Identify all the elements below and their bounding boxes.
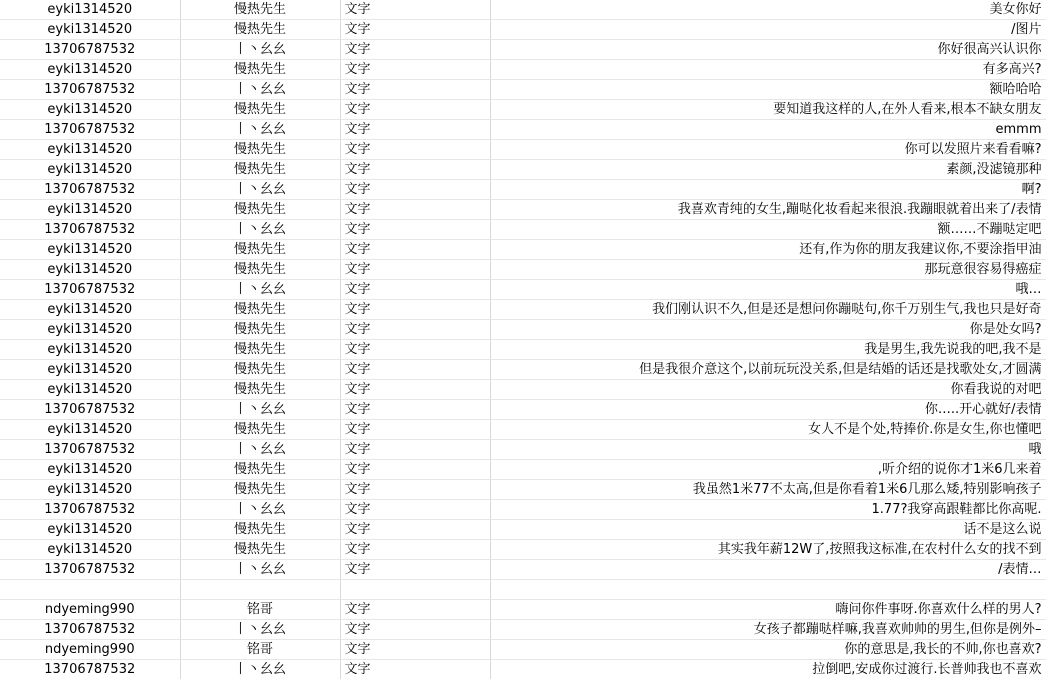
table-row[interactable]: [0, 360, 1046, 380]
cell-message-type[interactable]: 文字: [340, 280, 490, 300]
cell-message-content[interactable]: 你是处女吗?: [490, 320, 1046, 340]
cell-account-id[interactable]: eyki1314520: [0, 260, 180, 280]
cell-message-type[interactable]: 文字: [340, 40, 490, 60]
cell-message-type[interactable]: 文字: [340, 560, 490, 580]
table-row[interactable]: [0, 520, 1046, 540]
cell-nickname[interactable]: 慢热先生: [180, 20, 340, 40]
cell-message-type[interactable]: 文字: [340, 60, 490, 80]
cell-message-type[interactable]: 文字: [340, 80, 490, 100]
table-row[interactable]: [0, 500, 1046, 520]
cell-message-content[interactable]: /图片: [490, 20, 1046, 40]
cell-message-content[interactable]: 哦: [490, 440, 1046, 460]
cell-message-type[interactable]: 文字: [340, 540, 490, 560]
table-row[interactable]: [0, 240, 1046, 260]
table-row[interactable]: [0, 20, 1046, 40]
cell-message-type[interactable]: 文字: [340, 180, 490, 200]
cell-message-content[interactable]: 话不是这么说: [490, 520, 1046, 540]
cell-account-id[interactable]: 13706787532: [0, 500, 180, 520]
table-row[interactable]: [0, 120, 1046, 140]
cell-account-id[interactable]: eyki1314520: [0, 200, 180, 220]
cell-message-type[interactable]: 文字: [340, 240, 490, 260]
cell-nickname[interactable]: 慢热先生: [180, 340, 340, 360]
table-row[interactable]: [0, 280, 1046, 300]
table-row[interactable]: [0, 660, 1046, 679]
table-row[interactable]: [0, 580, 1046, 600]
cell-message-type[interactable]: 文字: [340, 380, 490, 400]
cell-nickname[interactable]: 慢热先生: [180, 420, 340, 440]
table-row[interactable]: [0, 620, 1046, 640]
cell-nickname[interactable]: 慢热先生: [180, 540, 340, 560]
cell-message-content[interactable]: 要知道我这样的人,在外人看来,根本不缺女朋友: [490, 100, 1046, 120]
table-row[interactable]: [0, 80, 1046, 100]
cell-message-type[interactable]: 文字: [340, 520, 490, 540]
cell-message-content[interactable]: 你好很高兴认识你: [490, 40, 1046, 60]
cell-account-id[interactable]: 13706787532: [0, 400, 180, 420]
table-row[interactable]: [0, 200, 1046, 220]
cell-message-content[interactable]: 那玩意很容易得癌症: [490, 260, 1046, 280]
cell-message-content[interactable]: ,听介绍的说你才1米6几来着: [490, 460, 1046, 480]
cell-message-type[interactable]: 文字: [340, 500, 490, 520]
cell-message-content[interactable]: 额哈哈哈: [490, 80, 1046, 100]
cell-account-id[interactable]: eyki1314520: [0, 540, 180, 560]
cell-nickname[interactable]: 丨丶幺幺: [180, 620, 340, 640]
cell-account-id[interactable]: eyki1314520: [0, 380, 180, 400]
table-row[interactable]: [0, 300, 1046, 320]
cell-message-type[interactable]: 文字: [340, 460, 490, 480]
cell-message-type[interactable]: 文字: [340, 440, 490, 460]
table-row[interactable]: [0, 220, 1046, 240]
cell-nickname[interactable]: 丨丶幺幺: [180, 660, 340, 679]
cell-nickname[interactable]: 慢热先生: [180, 480, 340, 500]
cell-account-id[interactable]: eyki1314520: [0, 360, 180, 380]
table-row[interactable]: [0, 600, 1046, 620]
cell-message-type[interactable]: 文字: [340, 160, 490, 180]
cell-account-id[interactable]: [0, 580, 180, 600]
cell-message-type[interactable]: 文字: [340, 200, 490, 220]
cell-account-id[interactable]: 13706787532: [0, 280, 180, 300]
cell-account-id[interactable]: eyki1314520: [0, 460, 180, 480]
table-row[interactable]: [0, 400, 1046, 420]
cell-nickname[interactable]: 丨丶幺幺: [180, 80, 340, 100]
cell-account-id[interactable]: eyki1314520: [0, 480, 180, 500]
table-row[interactable]: [0, 340, 1046, 360]
cell-nickname[interactable]: 慢热先生: [180, 360, 340, 380]
cell-message-type[interactable]: 文字: [340, 20, 490, 40]
cell-account-id[interactable]: 13706787532: [0, 440, 180, 460]
table-row[interactable]: [0, 540, 1046, 560]
cell-message-content[interactable]: 女孩子都蹦哒样嘛,我喜欢帅帅的男生,但你是例外–: [490, 620, 1046, 640]
cell-account-id[interactable]: eyki1314520: [0, 520, 180, 540]
cell-account-id[interactable]: 13706787532: [0, 620, 180, 640]
cell-account-id[interactable]: eyki1314520: [0, 300, 180, 320]
cell-account-id[interactable]: eyki1314520: [0, 320, 180, 340]
cell-account-id[interactable]: eyki1314520: [0, 240, 180, 260]
cell-message-type[interactable]: 文字: [340, 640, 490, 660]
cell-account-id[interactable]: eyki1314520: [0, 0, 180, 20]
table-row[interactable]: [0, 260, 1046, 280]
cell-message-content[interactable]: 我喜欢青纯的女生,蹦哒化妆看起来很浪.我蹦眼就着出来了/表情: [490, 200, 1046, 220]
cell-nickname[interactable]: [180, 580, 340, 600]
cell-nickname[interactable]: 慢热先生: [180, 140, 340, 160]
cell-message-type[interactable]: 文字: [340, 660, 490, 679]
table-row[interactable]: [0, 480, 1046, 500]
table-row[interactable]: [0, 100, 1046, 120]
cell-message-content[interactable]: 素颜,没滤镜那种: [490, 160, 1046, 180]
cell-account-id[interactable]: eyki1314520: [0, 420, 180, 440]
table-row[interactable]: [0, 560, 1046, 580]
cell-message-content[interactable]: 啊?: [490, 180, 1046, 200]
cell-message-content[interactable]: 女人不是个处,特捧价.你是女生,你也懂吧: [490, 420, 1046, 440]
cell-nickname[interactable]: 慢热先生: [180, 0, 340, 20]
table-row[interactable]: [0, 380, 1046, 400]
cell-nickname[interactable]: 慢热先生: [180, 380, 340, 400]
cell-message-type[interactable]: 文字: [340, 360, 490, 380]
cell-message-content[interactable]: 你的意思是,我长的不帅,你也喜欢?: [490, 640, 1046, 660]
cell-nickname[interactable]: 慢热先生: [180, 200, 340, 220]
cell-message-content[interactable]: 嗨问你件事呀.你喜欢什么样的男人?: [490, 600, 1046, 620]
table-row[interactable]: [0, 140, 1046, 160]
cell-message-content[interactable]: [490, 580, 1046, 600]
cell-message-type[interactable]: 文字: [340, 620, 490, 640]
table-row[interactable]: [0, 40, 1046, 60]
cell-account-id[interactable]: 13706787532: [0, 560, 180, 580]
cell-message-type[interactable]: 文字: [340, 340, 490, 360]
cell-message-type[interactable]: 文字: [340, 120, 490, 140]
cell-account-id[interactable]: 13706787532: [0, 220, 180, 240]
table-row[interactable]: [0, 420, 1046, 440]
table-row[interactable]: [0, 640, 1046, 660]
cell-message-type[interactable]: 文字: [340, 220, 490, 240]
cell-message-content[interactable]: 哦…: [490, 280, 1046, 300]
cell-nickname[interactable]: 丨丶幺幺: [180, 120, 340, 140]
table-row[interactable]: [0, 440, 1046, 460]
cell-account-id[interactable]: 13706787532: [0, 80, 180, 100]
cell-message-content[interactable]: /表情…: [490, 560, 1046, 580]
cell-account-id[interactable]: ndyeming990: [0, 600, 180, 620]
cell-message-type[interactable]: 文字: [340, 100, 490, 120]
cell-account-id[interactable]: eyki1314520: [0, 60, 180, 80]
table-row[interactable]: [0, 460, 1046, 480]
cell-nickname[interactable]: 慢热先生: [180, 520, 340, 540]
cell-message-type[interactable]: 文字: [340, 320, 490, 340]
cell-message-content[interactable]: 我虽然1米77不太高,但是你看着1米6几那么矮,特别影响孩子: [490, 480, 1046, 500]
table-row[interactable]: [0, 60, 1046, 80]
table-row[interactable]: [0, 0, 1046, 20]
cell-message-type[interactable]: 文字: [340, 600, 490, 620]
table-row[interactable]: [0, 160, 1046, 180]
cell-message-content[interactable]: 额……不蹦哒定吧: [490, 220, 1046, 240]
cell-nickname[interactable]: 丨丶幺幺: [180, 180, 340, 200]
cell-message-type[interactable]: 文字: [340, 300, 490, 320]
cell-message-type[interactable]: 文字: [340, 140, 490, 160]
cell-message-content[interactable]: 我们刚认识不久,但是还是想问你蹦哒句,你千万别生气,我也只是好奇: [490, 300, 1046, 320]
cell-nickname[interactable]: 丨丶幺幺: [180, 220, 340, 240]
cell-account-id[interactable]: eyki1314520: [0, 140, 180, 160]
cell-message-type[interactable]: 文字: [340, 420, 490, 440]
cell-nickname[interactable]: 慢热先生: [180, 320, 340, 340]
cell-message-content[interactable]: 你…..开心就好/表情: [490, 400, 1046, 420]
cell-message-type[interactable]: 文字: [340, 400, 490, 420]
cell-message-type[interactable]: 文字: [340, 260, 490, 280]
cell-message-type[interactable]: 文字: [340, 480, 490, 500]
cell-account-id[interactable]: 13706787532: [0, 180, 180, 200]
cell-message-content[interactable]: 拉倒吧,安成你过渡行.长普帅我也不喜欢: [490, 660, 1046, 679]
cell-nickname[interactable]: 丨丶幺幺: [180, 500, 340, 520]
cell-nickname[interactable]: 慢热先生: [180, 300, 340, 320]
cell-account-id[interactable]: eyki1314520: [0, 160, 180, 180]
cell-nickname[interactable]: 慢热先生: [180, 160, 340, 180]
cell-account-id[interactable]: ndyeming990: [0, 640, 180, 660]
cell-message-content[interactable]: 其实我年薪12W了,按照我这标准,在农村什么女的找不到: [490, 540, 1046, 560]
cell-nickname[interactable]: 慢热先生: [180, 240, 340, 260]
cell-nickname[interactable]: 丨丶幺幺: [180, 280, 340, 300]
cell-account-id[interactable]: eyki1314520: [0, 340, 180, 360]
cell-account-id[interactable]: 13706787532: [0, 40, 180, 60]
cell-message-content[interactable]: 有多高兴?: [490, 60, 1046, 80]
cell-nickname[interactable]: 慢热先生: [180, 260, 340, 280]
cell-account-id[interactable]: 13706787532: [0, 120, 180, 140]
cell-account-id[interactable]: eyki1314520: [0, 20, 180, 40]
cell-nickname[interactable]: 铭哥: [180, 640, 340, 660]
table-row[interactable]: [0, 320, 1046, 340]
cell-message-type[interactable]: 文字: [340, 0, 490, 20]
cell-nickname[interactable]: 丨丶幺幺: [180, 440, 340, 460]
cell-account-id[interactable]: eyki1314520: [0, 100, 180, 120]
cell-nickname[interactable]: 丨丶幺幺: [180, 40, 340, 60]
cell-message-content[interactable]: 你可以发照片来看看嘛?: [490, 140, 1046, 160]
cell-message-content[interactable]: 我是男生,我先说我的吧,我不是: [490, 340, 1046, 360]
cell-message-content[interactable]: 1.77?我穿高跟鞋都比你高呢.: [490, 500, 1046, 520]
table-row[interactable]: [0, 180, 1046, 200]
cell-nickname[interactable]: 慢热先生: [180, 60, 340, 80]
cell-message-content[interactable]: emmm: [490, 120, 1046, 140]
cell-nickname[interactable]: 慢热先生: [180, 100, 340, 120]
cell-nickname[interactable]: 丨丶幺幺: [180, 400, 340, 420]
cell-nickname[interactable]: 铭哥: [180, 600, 340, 620]
cell-message-type[interactable]: [340, 580, 490, 600]
cell-message-content[interactable]: 但是我很介意这个,以前玩玩没关系,但是结婚的话还是找歌处女,才圆满: [490, 360, 1046, 380]
cell-message-content[interactable]: 还有,作为你的朋友我建议你,不要涂指甲油: [490, 240, 1046, 260]
cell-nickname[interactable]: 丨丶幺幺: [180, 560, 340, 580]
cell-message-content[interactable]: 你看我说的对吧: [490, 380, 1046, 400]
cell-message-content[interactable]: 美女你好: [490, 0, 1046, 20]
cell-nickname[interactable]: 慢热先生: [180, 460, 340, 480]
cell-account-id[interactable]: 13706787532: [0, 660, 180, 679]
